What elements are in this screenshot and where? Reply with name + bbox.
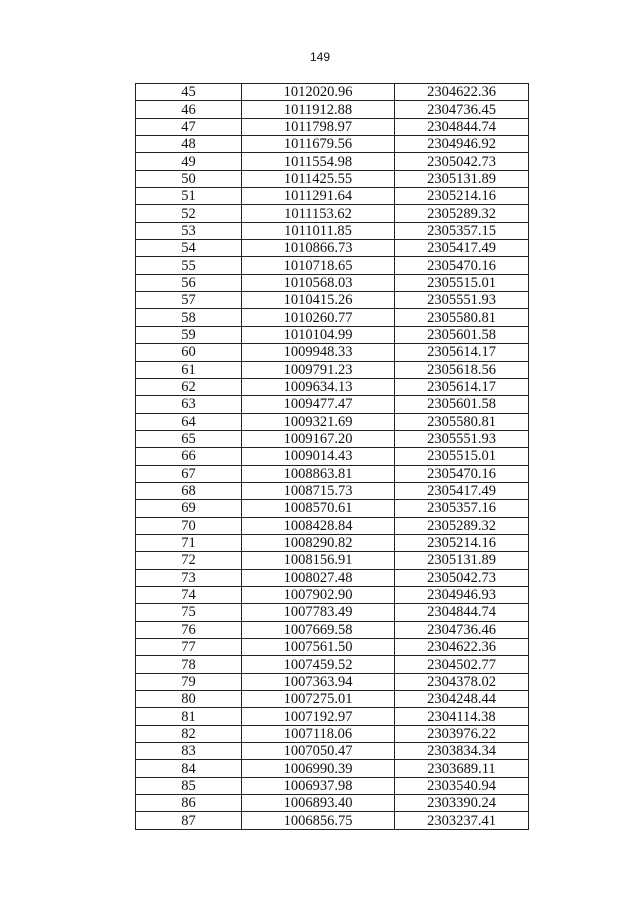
x-coordinate-cell: 1009477.47: [242, 396, 395, 413]
y-coordinate-cell: 2305289.32: [395, 517, 529, 534]
point-number-cell: 46: [136, 101, 242, 118]
table-row: [136, 812, 529, 829]
y-coordinate-cell: 2305470.16: [395, 257, 529, 274]
point-number-cell: 60: [136, 344, 242, 361]
y-coordinate-cell: 2303976.22: [395, 725, 529, 742]
y-coordinate-cell: 2305289.32: [395, 205, 529, 222]
table-row: [136, 413, 529, 430]
coordinates-table-body: [136, 84, 529, 830]
table-row: [136, 309, 529, 326]
y-coordinate-cell: 2305551.93: [395, 292, 529, 309]
point-number-cell: 71: [136, 534, 242, 551]
x-coordinate-cell: 1010568.03: [242, 274, 395, 291]
table-row: [136, 84, 529, 101]
table-row: [136, 326, 529, 343]
point-number-cell: 66: [136, 448, 242, 465]
y-coordinate-cell: 2304114.38: [395, 708, 529, 725]
point-number-cell: 56: [136, 274, 242, 291]
point-number-cell: 58: [136, 309, 242, 326]
table-row: [136, 170, 529, 187]
x-coordinate-cell: 1011153.62: [242, 205, 395, 222]
y-coordinate-cell: 2305515.01: [395, 448, 529, 465]
table-row: [136, 188, 529, 205]
y-coordinate-cell: 2304622.36: [395, 639, 529, 656]
table-row: [136, 482, 529, 499]
table-row: [136, 552, 529, 569]
point-number-cell: 73: [136, 569, 242, 586]
point-number-cell: 51: [136, 188, 242, 205]
x-coordinate-cell: 1011679.56: [242, 136, 395, 153]
x-coordinate-cell: 1007363.94: [242, 673, 395, 690]
point-number-cell: 48: [136, 136, 242, 153]
x-coordinate-cell: 1010104.99: [242, 326, 395, 343]
point-number-cell: 82: [136, 725, 242, 742]
x-coordinate-cell: 1009014.43: [242, 448, 395, 465]
y-coordinate-cell: 2305618.56: [395, 361, 529, 378]
y-coordinate-cell: 2305214.16: [395, 534, 529, 551]
table-row: [136, 153, 529, 170]
y-coordinate-cell: 2305601.58: [395, 396, 529, 413]
table-row: [136, 534, 529, 551]
point-number-cell: 81: [136, 708, 242, 725]
table-row: [136, 257, 529, 274]
table-row: [136, 777, 529, 794]
table-row: [136, 708, 529, 725]
point-number-cell: 77: [136, 639, 242, 656]
x-coordinate-cell: 1008863.81: [242, 465, 395, 482]
x-coordinate-cell: 1007192.97: [242, 708, 395, 725]
y-coordinate-cell: 2305357.15: [395, 222, 529, 239]
point-number-cell: 50: [136, 170, 242, 187]
table-row: [136, 760, 529, 777]
table-row: [136, 205, 529, 222]
table-row: [136, 465, 529, 482]
x-coordinate-cell: 1011798.97: [242, 118, 395, 135]
table-row: [136, 673, 529, 690]
y-coordinate-cell: 2303834.34: [395, 743, 529, 760]
y-coordinate-cell: 2303540.94: [395, 777, 529, 794]
y-coordinate-cell: 2304946.93: [395, 586, 529, 603]
table-row: [136, 500, 529, 517]
y-coordinate-cell: 2305131.89: [395, 170, 529, 187]
point-number-cell: 84: [136, 760, 242, 777]
point-number-cell: 78: [136, 656, 242, 673]
x-coordinate-cell: 1009321.69: [242, 413, 395, 430]
table-row: [136, 621, 529, 638]
y-coordinate-cell: 2304946.92: [395, 136, 529, 153]
x-coordinate-cell: 1011011.85: [242, 222, 395, 239]
point-number-cell: 72: [136, 552, 242, 569]
x-coordinate-cell: 1008570.61: [242, 500, 395, 517]
y-coordinate-cell: 2304248.44: [395, 691, 529, 708]
x-coordinate-cell: 1009167.20: [242, 430, 395, 447]
x-coordinate-cell: 1006990.39: [242, 760, 395, 777]
table-row: [136, 292, 529, 309]
x-coordinate-cell: 1009634.13: [242, 378, 395, 395]
x-coordinate-cell: 1006856.75: [242, 812, 395, 829]
y-coordinate-cell: 2305551.93: [395, 430, 529, 447]
x-coordinate-cell: 1011912.88: [242, 101, 395, 118]
y-coordinate-cell: 2305614.17: [395, 344, 529, 361]
table-row: [136, 569, 529, 586]
point-number-cell: 52: [136, 205, 242, 222]
point-number-cell: 75: [136, 604, 242, 621]
x-coordinate-cell: 1007669.58: [242, 621, 395, 638]
x-coordinate-cell: 1011291.64: [242, 188, 395, 205]
y-coordinate-cell: 2303689.11: [395, 760, 529, 777]
table-row: [136, 639, 529, 656]
table-row: [136, 586, 529, 603]
table-row: [136, 361, 529, 378]
y-coordinate-cell: 2304844.74: [395, 118, 529, 135]
point-number-cell: 80: [136, 691, 242, 708]
table-row: [136, 691, 529, 708]
x-coordinate-cell: 1007459.52: [242, 656, 395, 673]
y-coordinate-cell: 2304844.74: [395, 604, 529, 621]
point-number-cell: 63: [136, 396, 242, 413]
table-row: [136, 725, 529, 742]
y-coordinate-cell: 2304502.77: [395, 656, 529, 673]
table-row: [136, 517, 529, 534]
y-coordinate-cell: 2304736.45: [395, 101, 529, 118]
y-coordinate-cell: 2305214.16: [395, 188, 529, 205]
y-coordinate-cell: 2305357.16: [395, 500, 529, 517]
y-coordinate-cell: 2303390.24: [395, 795, 529, 812]
point-number-cell: 76: [136, 621, 242, 638]
y-coordinate-cell: 2305470.16: [395, 465, 529, 482]
y-coordinate-cell: 2305042.73: [395, 153, 529, 170]
point-number-cell: 45: [136, 84, 242, 101]
point-number-cell: 83: [136, 743, 242, 760]
point-number-cell: 79: [136, 673, 242, 690]
x-coordinate-cell: 1010415.26: [242, 292, 395, 309]
point-number-cell: 85: [136, 777, 242, 794]
x-coordinate-cell: 1007783.49: [242, 604, 395, 621]
x-coordinate-cell: 1006893.40: [242, 795, 395, 812]
table-row: [136, 240, 529, 257]
x-coordinate-cell: 1008715.73: [242, 482, 395, 499]
coordinates-table: [135, 83, 529, 830]
point-number-cell: 49: [136, 153, 242, 170]
x-coordinate-cell: 1009791.23: [242, 361, 395, 378]
point-number-cell: 86: [136, 795, 242, 812]
y-coordinate-cell: 2305580.81: [395, 309, 529, 326]
y-coordinate-cell: 2305601.58: [395, 326, 529, 343]
x-coordinate-cell: 1007561.50: [242, 639, 395, 656]
point-number-cell: 68: [136, 482, 242, 499]
point-number-cell: 47: [136, 118, 242, 135]
x-coordinate-cell: 1008428.84: [242, 517, 395, 534]
x-coordinate-cell: 1006937.98: [242, 777, 395, 794]
x-coordinate-cell: 1010718.65: [242, 257, 395, 274]
table-row: [136, 430, 529, 447]
x-coordinate-cell: 1009948.33: [242, 344, 395, 361]
table-row: [136, 274, 529, 291]
point-number-cell: 70: [136, 517, 242, 534]
table-row: [136, 656, 529, 673]
point-number-cell: 74: [136, 586, 242, 603]
x-coordinate-cell: 1008156.91: [242, 552, 395, 569]
table-row: [136, 448, 529, 465]
point-number-cell: 67: [136, 465, 242, 482]
x-coordinate-cell: 1011554.98: [242, 153, 395, 170]
table-row: [136, 118, 529, 135]
point-number-cell: 64: [136, 413, 242, 430]
y-coordinate-cell: 2303237.41: [395, 812, 529, 829]
table-row: [136, 101, 529, 118]
point-number-cell: 53: [136, 222, 242, 239]
point-number-cell: 69: [136, 500, 242, 517]
point-number-cell: 62: [136, 378, 242, 395]
table-row: [136, 378, 529, 395]
y-coordinate-cell: 2305515.01: [395, 274, 529, 291]
y-coordinate-cell: 2304736.46: [395, 621, 529, 638]
y-coordinate-cell: 2305417.49: [395, 482, 529, 499]
y-coordinate-cell: 2304622.36: [395, 84, 529, 101]
x-coordinate-cell: 1007275.01: [242, 691, 395, 708]
x-coordinate-cell: 1010866.73: [242, 240, 395, 257]
x-coordinate-cell: 1007050.47: [242, 743, 395, 760]
page-number: 149: [309, 50, 331, 64]
y-coordinate-cell: 2305131.89: [395, 552, 529, 569]
point-number-cell: 61: [136, 361, 242, 378]
x-coordinate-cell: 1007902.90: [242, 586, 395, 603]
x-coordinate-cell: 1008027.48: [242, 569, 395, 586]
point-number-cell: 54: [136, 240, 242, 257]
point-number-cell: 87: [136, 812, 242, 829]
table-row: [136, 795, 529, 812]
point-number-cell: 65: [136, 430, 242, 447]
y-coordinate-cell: 2305417.49: [395, 240, 529, 257]
y-coordinate-cell: 2305614.17: [395, 378, 529, 395]
y-coordinate-cell: 2305042.73: [395, 569, 529, 586]
x-coordinate-cell: 1010260.77: [242, 309, 395, 326]
table-row: [136, 743, 529, 760]
table-row: [136, 136, 529, 153]
table-row: [136, 222, 529, 239]
point-number-cell: 57: [136, 292, 242, 309]
y-coordinate-cell: 2304378.02: [395, 673, 529, 690]
table-row: [136, 396, 529, 413]
y-coordinate-cell: 2305580.81: [395, 413, 529, 430]
x-coordinate-cell: 1011425.55: [242, 170, 395, 187]
table-row: [136, 344, 529, 361]
point-number-cell: 55: [136, 257, 242, 274]
x-coordinate-cell: 1008290.82: [242, 534, 395, 551]
table-row: [136, 604, 529, 621]
x-coordinate-cell: 1012020.96: [242, 84, 395, 101]
x-coordinate-cell: 1007118.06: [242, 725, 395, 742]
point-number-cell: 59: [136, 326, 242, 343]
